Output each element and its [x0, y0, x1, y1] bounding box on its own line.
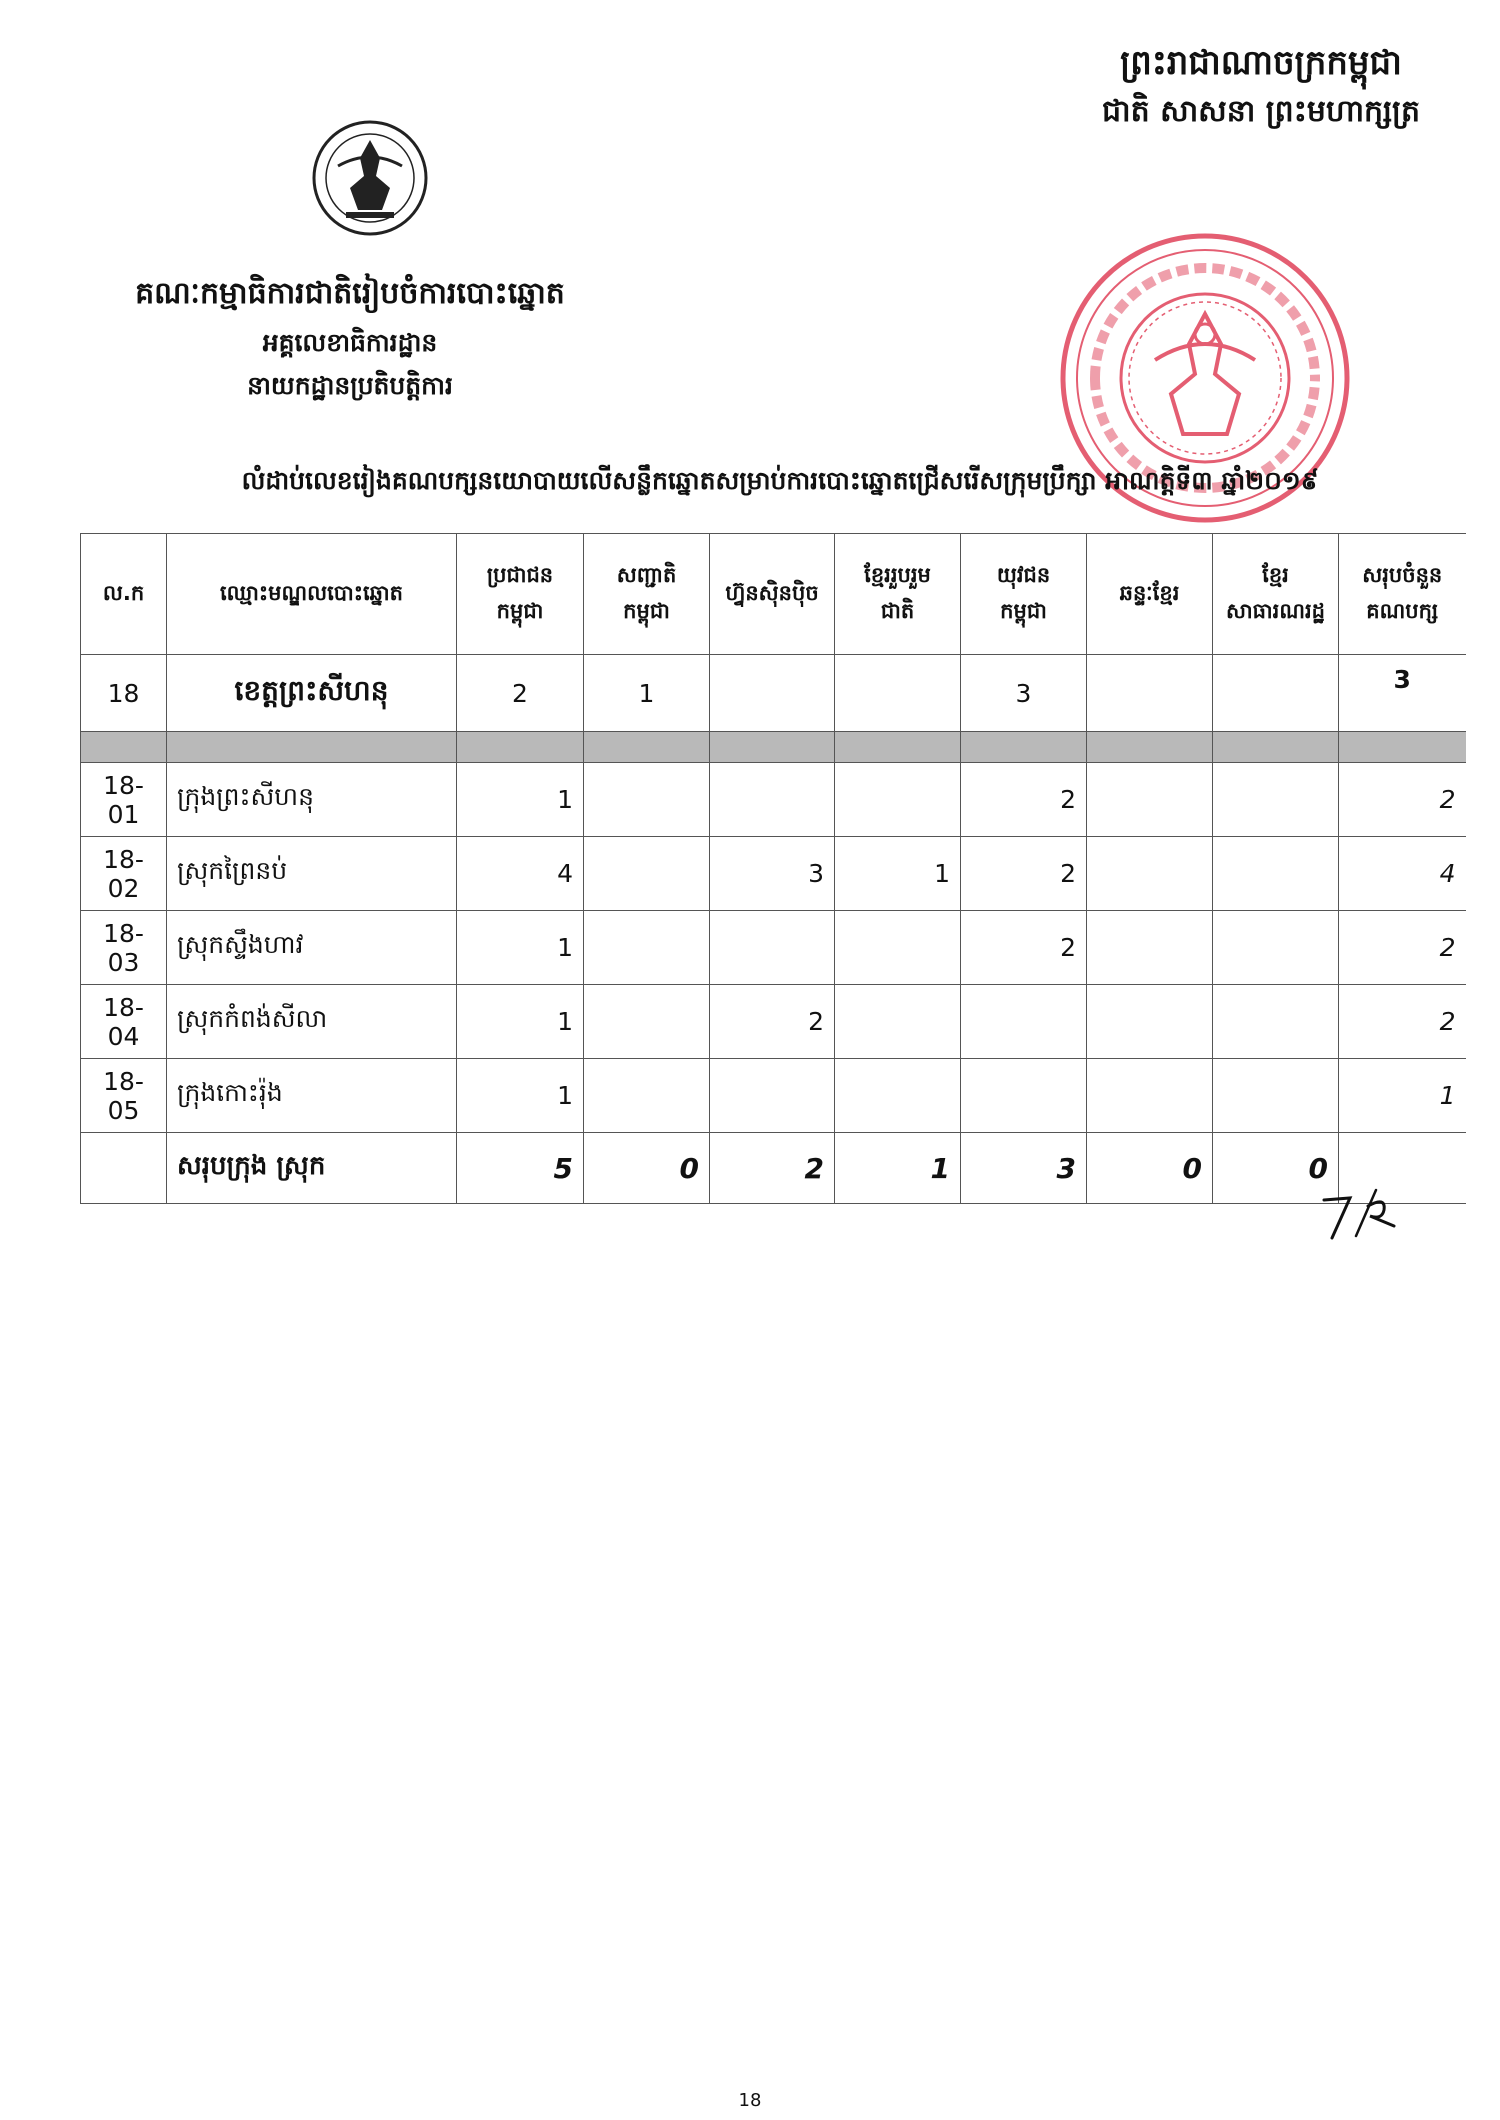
table-row: [81, 911, 1466, 985]
cell-total: 4: [1339, 837, 1466, 911]
col-header-party: សញ្ជាតិ កម្ពុជា: [584, 534, 710, 655]
cell-value: [710, 1059, 835, 1133]
cell-total: 2: [1339, 985, 1466, 1059]
cell-value: 3: [961, 1133, 1087, 1204]
cell-value: [1213, 837, 1339, 911]
table-row: [81, 1059, 1466, 1133]
cell-value: [1087, 837, 1213, 911]
row-code: 18: [81, 655, 167, 732]
col-header-party: ប្រជាជន កម្ពុជា: [457, 534, 584, 655]
cell-value: 1: [457, 911, 584, 985]
cell-value: 5: [457, 1133, 584, 1204]
col-header-no: ល.ក: [81, 534, 167, 655]
cell-value: [1087, 911, 1213, 985]
cell-value: [1087, 1059, 1213, 1133]
cell-value: 2: [961, 763, 1087, 837]
cell-value: [584, 763, 710, 837]
cell-value: [710, 655, 835, 732]
col-header-party: ឆន្ទៈខ្មែរ: [1087, 534, 1213, 655]
row-code: 18-05: [81, 1059, 167, 1133]
row-name: ក្រុងកោះរ៉ុង: [167, 1059, 457, 1133]
agency-block: [100, 268, 600, 408]
summary-label: សរុបក្រុង ស្រុក: [167, 1133, 457, 1204]
cell-value: 1: [835, 837, 961, 911]
national-motto: ជាតិ សាសនា ព្រះមហាក្សត្រ: [1102, 94, 1420, 129]
kingdom-name: ព្រះរាជាណាចក្រកម្ពុជា: [1120, 43, 1402, 83]
cell-value: 4: [457, 837, 584, 911]
cell-value: [1087, 763, 1213, 837]
kingdom-header: [1102, 38, 1420, 134]
cell-value: [1087, 655, 1213, 732]
table-row: [81, 837, 1466, 911]
row-code: 18-04: [81, 985, 167, 1059]
cell-value: [1213, 911, 1339, 985]
col-header-party: ខ្មែររួបរួម ជាតិ: [835, 534, 961, 655]
cell-value: 2: [457, 655, 584, 732]
cell-total: 1: [1339, 1059, 1466, 1133]
col-header-party: ហ្វ៊ុនស៊ិនប៉ិច: [710, 534, 835, 655]
cell-value: [835, 911, 961, 985]
cell-value: 2: [710, 985, 835, 1059]
cell-value: [961, 985, 1087, 1059]
cell-value: 0: [1213, 1133, 1339, 1204]
general-secretariat: អគ្គលេខាធិការដ្ឋាន: [262, 327, 438, 357]
cell-value: 0: [1087, 1133, 1213, 1204]
row-name: ស្រុកព្រៃនប់: [167, 837, 457, 911]
cell-value: 1: [457, 1059, 584, 1133]
cell-value: 1: [835, 1133, 961, 1204]
agency-name: គណៈកម្មាធិការជាតិរៀបចំការបោះឆ្នោត: [135, 276, 565, 311]
cell-total: 2: [1339, 911, 1466, 985]
cell-value: [1213, 985, 1339, 1059]
cell-value: [584, 1059, 710, 1133]
cell-value: [1213, 1059, 1339, 1133]
cell-value: 0: [584, 1133, 710, 1204]
cell-total: 2: [1339, 763, 1466, 837]
col-header-party: ខ្មែរ សាធារណរដ្ឋ: [1213, 534, 1339, 655]
table-header-row: [81, 534, 1466, 655]
cell-value: [710, 911, 835, 985]
table-row: [81, 763, 1466, 837]
cell-value: 3: [961, 655, 1087, 732]
row-code: 18-01: [81, 763, 167, 837]
page-number: 18: [738, 2090, 762, 2111]
cell-value: [584, 911, 710, 985]
cell-value: [1213, 763, 1339, 837]
cell-value: [835, 985, 961, 1059]
cell-value: 1: [457, 763, 584, 837]
party-order-table: [80, 533, 1466, 1204]
cell-value: [835, 655, 961, 732]
row-code: [81, 1133, 167, 1204]
cell-value: [1087, 985, 1213, 1059]
cell-value: [584, 837, 710, 911]
cell-value: [710, 763, 835, 837]
operations-department: នាយកដ្ឋានប្រតិបត្តិការ: [247, 371, 453, 401]
col-header-total: សរុបចំនួន គណបក្ស: [1339, 534, 1466, 655]
cell-value: [835, 1059, 961, 1133]
separator-row: [81, 732, 1466, 763]
col-header-constituency: ឈ្មោះមណ្ឌលបោះឆ្នោត: [167, 534, 457, 655]
cell-value: 2: [961, 837, 1087, 911]
cell-value: 1: [457, 985, 584, 1059]
cell-value: [1213, 655, 1339, 732]
col-header-party: យុវជន កម្ពុជា: [961, 534, 1087, 655]
row-name: ស្រុកកំពង់សីលា: [167, 985, 457, 1059]
document-title: លំដាប់លេខរៀងគណបក្សនយោបាយលើសន្លឹកឆ្នោតសម្រាប់ការបោះឆ្នោតជ្រើសរើសក្រុមប្រឹក្សា អាណត្តិទី៣ ឆ្នាំ២០១៩: [241, 466, 1319, 495]
row-code: 18-03: [81, 911, 167, 985]
nec-emblem-icon: [310, 118, 430, 238]
cell-value: [961, 1059, 1087, 1133]
row-name: ក្រុងព្រះសីហនុ: [167, 763, 457, 837]
cell-value: [584, 985, 710, 1059]
row-name: ស្រុកស្ទឹងហាវ: [167, 911, 457, 985]
row-name: ខេត្តព្រះសីហនុ: [167, 655, 457, 732]
summary-row: [81, 1133, 1466, 1204]
cell-value: [835, 763, 961, 837]
table-row: [81, 985, 1466, 1059]
cell-value: 2: [961, 911, 1087, 985]
cell-value: 2: [710, 1133, 835, 1204]
cell-total: 3: [1339, 655, 1466, 732]
cell-value: 1: [584, 655, 710, 732]
cell-value: 3: [710, 837, 835, 911]
row-code: 18-02: [81, 837, 167, 911]
handwritten-signature-icon: [1320, 1186, 1410, 1244]
province-row: [81, 655, 1466, 732]
